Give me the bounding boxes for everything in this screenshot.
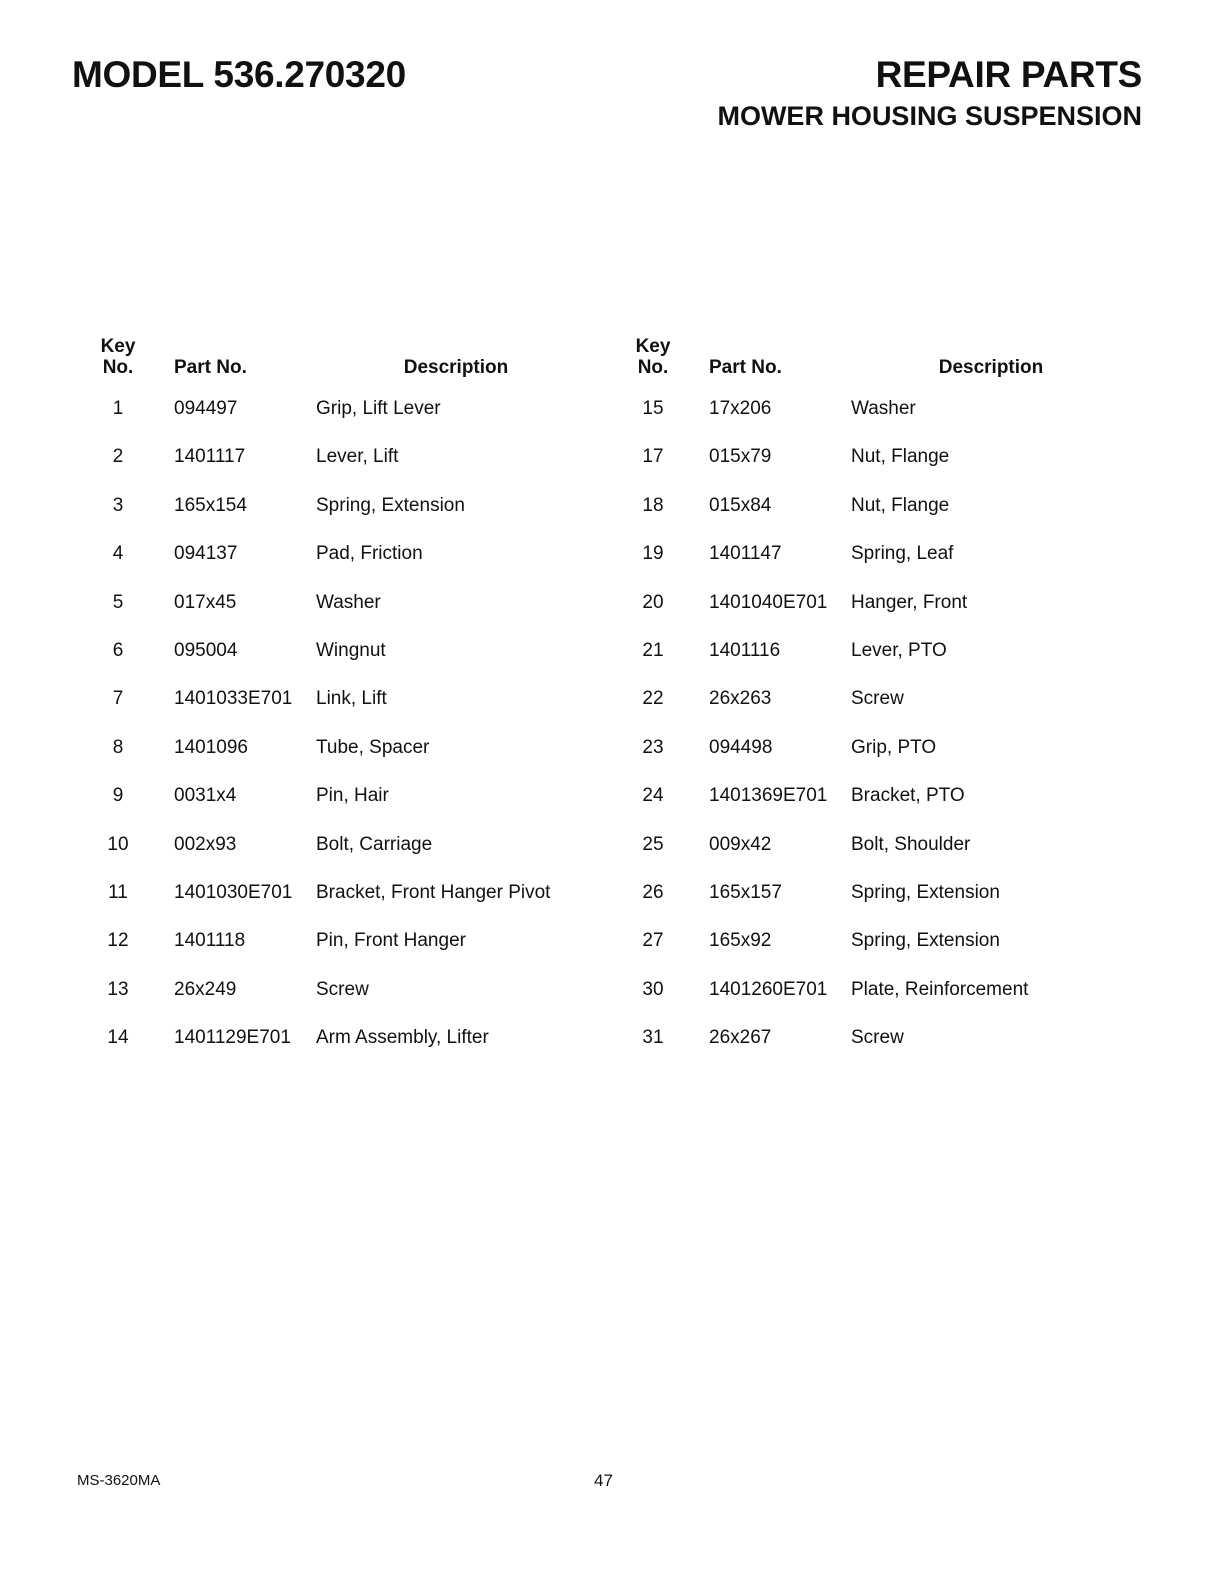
description-cell: Grip, PTO (851, 736, 937, 758)
parts-table-right (635, 336, 1105, 1049)
description-cell: Plate, Reinforcement (851, 978, 1029, 1000)
table-row (635, 881, 1155, 929)
table-header (635, 336, 1105, 382)
description-cell: Arm Assembly, Lifter (316, 1027, 489, 1049)
table-row (635, 639, 1155, 687)
part-number-cell: 015x79 (709, 446, 772, 468)
description-cell: Pin, Front Hanger (316, 930, 466, 952)
key-number-header (635, 336, 671, 378)
key-header-line2: No. (102, 357, 134, 378)
part-number-cell: 094498 (709, 736, 773, 758)
description-cell: Bolt, Carriage (316, 833, 433, 855)
description-cell: Screw (851, 688, 904, 710)
table-row (100, 784, 620, 832)
table-row (100, 494, 620, 542)
key-header-line1: Key (100, 336, 136, 357)
part-number-cell: 017x45 (174, 591, 237, 613)
description-cell: Grip, Lift Lever (316, 398, 441, 419)
description-cell: Lever, PTO (851, 639, 947, 661)
description-cell: Screw (316, 978, 369, 1000)
key-number-cell: 1 (112, 398, 124, 419)
key-number-cell: 26 (642, 881, 664, 903)
table-row (100, 833, 620, 881)
table-row (100, 445, 620, 493)
table-header (100, 336, 570, 382)
key-number-cell: 19 (642, 543, 664, 565)
key-number-cell: 21 (642, 639, 664, 661)
description-cell: Spring, Extension (316, 494, 465, 516)
key-number-cell: 25 (642, 833, 664, 855)
part-number-cell: 17x206 (709, 398, 772, 419)
part-number-cell: 1401096 (174, 736, 248, 758)
parts-rows-right (635, 397, 1155, 1074)
key-number-cell: 23 (642, 736, 664, 758)
description-cell: Spring, Extension (851, 930, 1000, 952)
parts-table-left (100, 336, 570, 1049)
key-number-cell: 13 (107, 978, 129, 1000)
part-number-cell: 1401030E701 (174, 881, 293, 903)
table-row (100, 978, 620, 1026)
table-row (100, 929, 620, 977)
key-number-cell: 3 (112, 494, 124, 516)
part-number-cell: 26x263 (709, 688, 772, 710)
description-header: Description (403, 357, 509, 378)
table-row (100, 639, 620, 687)
part-number-cell: 0031x4 (174, 785, 237, 807)
document-code: MS-3620MA (77, 1472, 161, 1489)
table-row (635, 978, 1155, 1026)
model-title: MODEL 536.270320 (72, 54, 406, 95)
description-cell: Hanger, Front (851, 591, 968, 613)
page-number: 47 (594, 1471, 613, 1490)
key-number-cell: 17 (642, 446, 664, 468)
part-number-cell: 1401147 (709, 543, 782, 565)
key-number-cell: 30 (642, 978, 664, 1000)
description-cell: Wingnut (316, 639, 386, 661)
table-row (635, 542, 1155, 590)
description-cell: Pad, Friction (316, 543, 423, 565)
key-header-line2: No. (637, 357, 669, 378)
key-header-line1: Key (635, 336, 671, 357)
table-row (100, 736, 620, 784)
parts-rows-left (100, 397, 620, 1074)
description-cell: Washer (316, 591, 381, 613)
part-number-cell: 26x249 (174, 978, 237, 1000)
table-row (635, 833, 1155, 881)
part-number-cell: 1401129E701 (174, 1027, 291, 1049)
description-cell: Screw (851, 1027, 904, 1049)
description-cell: Pin, Hair (316, 785, 389, 807)
section-subtitle: MOWER HOUSING SUSPENSION (717, 101, 1142, 131)
key-number-cell: 8 (112, 736, 124, 758)
table-row (635, 736, 1155, 784)
part-number-cell: 009x42 (709, 833, 772, 855)
table-row (100, 542, 620, 590)
key-number-cell: 2 (112, 446, 124, 468)
part-number-cell: 002x93 (174, 833, 237, 855)
key-number-cell: 5 (112, 591, 124, 613)
table-row (635, 591, 1155, 639)
key-number-header (100, 336, 136, 378)
description-cell: Tube, Spacer (316, 736, 430, 758)
key-number-cell: 11 (108, 881, 128, 903)
part-number-cell: 1401033E701 (174, 688, 293, 710)
part-number-cell: 165x157 (709, 881, 782, 903)
key-number-cell: 12 (107, 930, 129, 952)
part-number-cell: 1401117 (174, 446, 246, 468)
table-row (635, 929, 1155, 977)
description-cell: Nut, Flange (851, 494, 950, 516)
table-row (635, 687, 1155, 735)
description-header: Description (938, 357, 1044, 378)
table-row (100, 591, 620, 639)
description-cell: Bracket, PTO (851, 785, 965, 807)
part-number-cell: 1401118 (174, 930, 246, 952)
key-number-cell: 6 (112, 639, 124, 661)
table-row (635, 784, 1155, 832)
table-row (100, 397, 620, 445)
part-number-cell: 1401260E701 (709, 978, 828, 1000)
table-row (635, 445, 1155, 493)
key-number-cell: 15 (642, 398, 664, 419)
table-row (635, 494, 1155, 542)
part-number-cell: 094497 (174, 398, 238, 419)
table-row (100, 881, 620, 929)
description-cell: Lever, Lift (316, 446, 399, 468)
key-number-cell: 20 (642, 591, 664, 613)
key-number-cell: 24 (642, 785, 664, 807)
part-number-header: Part No. (174, 357, 247, 378)
description-cell: Spring, Extension (851, 881, 1000, 903)
table-row (100, 687, 620, 735)
part-number-cell: 1401040E701 (709, 591, 828, 613)
description-cell: Link, Lift (316, 688, 387, 710)
part-number-cell: 1401116 (709, 639, 781, 661)
table-row (100, 1026, 620, 1074)
key-number-cell: 14 (107, 1027, 129, 1049)
part-number-cell: 165x154 (174, 494, 247, 516)
part-number-header: Part No. (709, 357, 782, 378)
part-number-cell: 26x267 (709, 1027, 772, 1049)
key-number-cell: 7 (112, 688, 124, 710)
key-number-cell: 27 (642, 930, 664, 952)
key-number-cell: 31 (642, 1027, 664, 1049)
part-number-cell: 1401369E701 (709, 785, 828, 807)
part-number-cell: 094137 (174, 543, 238, 565)
key-number-cell: 4 (112, 543, 124, 565)
key-number-cell: 18 (642, 494, 664, 516)
description-cell: Nut, Flange (851, 446, 950, 468)
table-row (635, 397, 1155, 445)
part-number-cell: 165x92 (709, 930, 772, 952)
description-cell: Bolt, Shoulder (851, 833, 971, 855)
key-number-cell: 9 (112, 785, 124, 807)
part-number-cell: 015x84 (709, 494, 772, 516)
table-row (635, 1026, 1155, 1074)
section-title: REPAIR PARTS (875, 54, 1142, 95)
key-number-cell: 22 (642, 688, 664, 710)
key-number-cell: 10 (107, 833, 129, 855)
description-cell: Washer (851, 398, 916, 419)
description-cell: Spring, Leaf (851, 543, 954, 565)
description-cell: Bracket, Front Hanger Pivot (316, 881, 551, 903)
part-number-cell: 095004 (174, 639, 238, 661)
